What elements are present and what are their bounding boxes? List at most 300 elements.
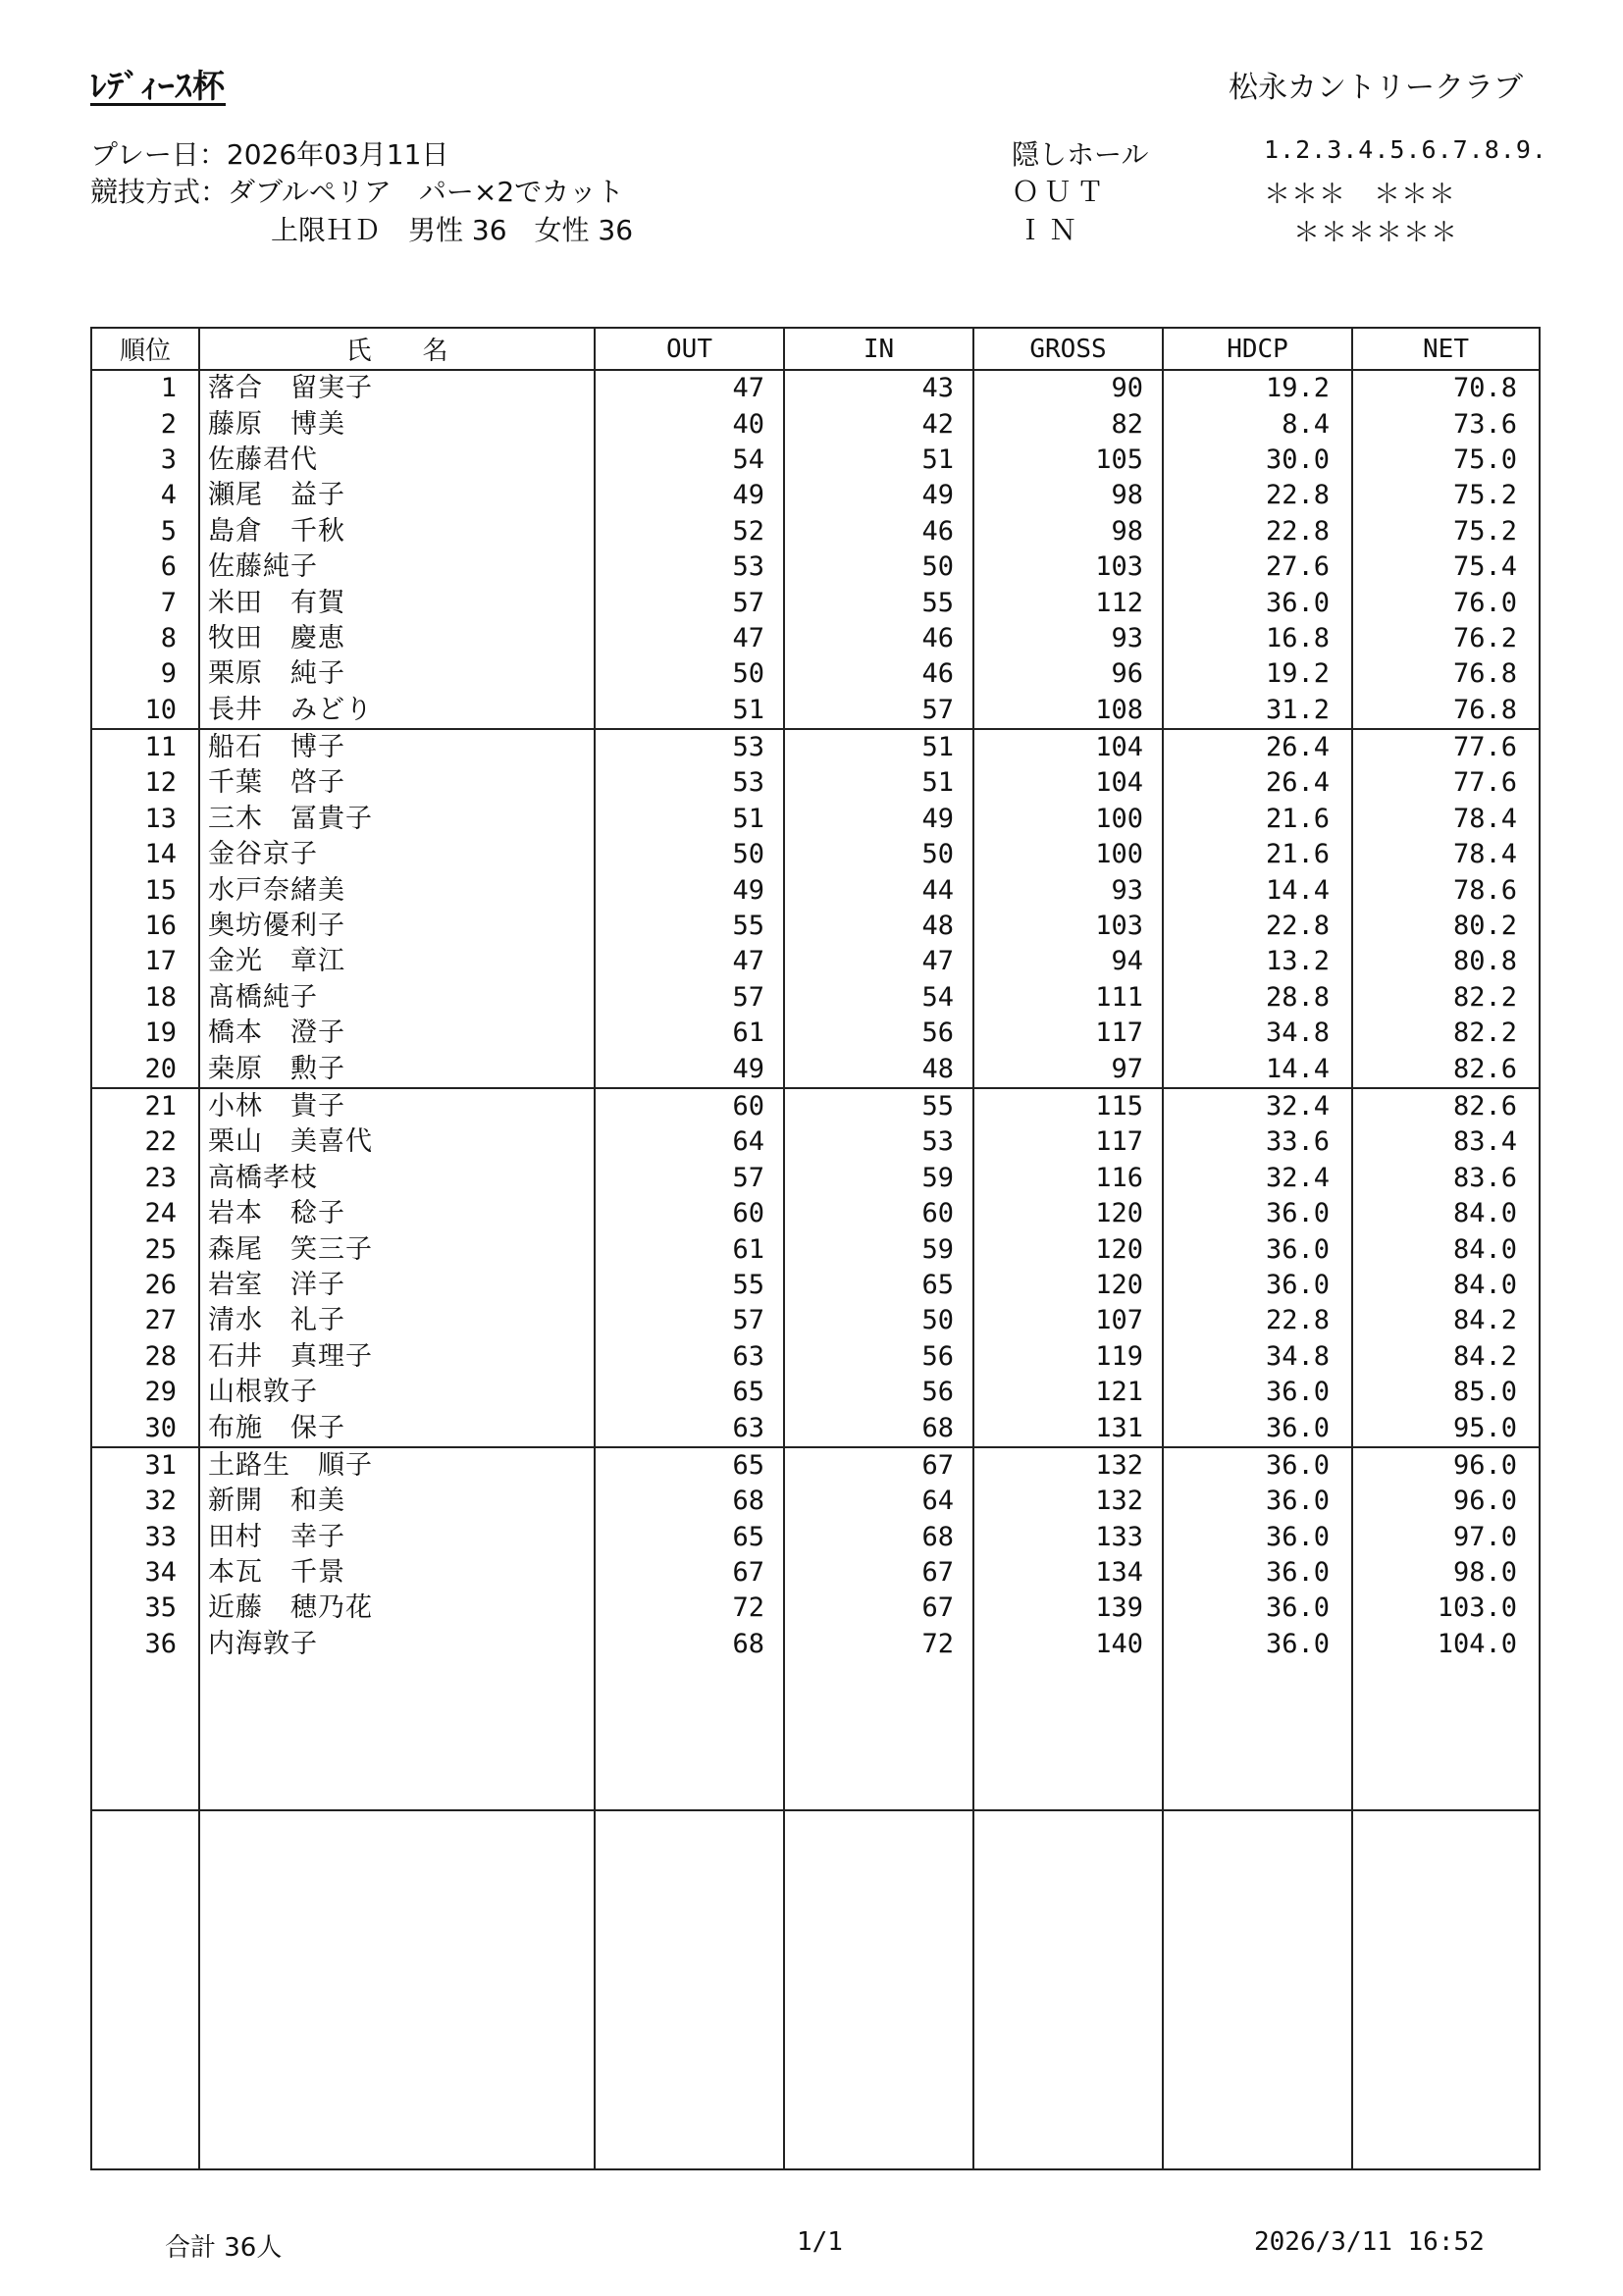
gross-score-cell: 97 — [973, 1051, 1163, 1087]
table-row — [91, 1591, 1540, 1626]
in-score-cell: 67 — [784, 1555, 973, 1591]
net-score-cell: 78.4 — [1352, 837, 1540, 872]
rank-cell: 21 — [91, 1088, 199, 1124]
net-score-cell: 78.6 — [1352, 872, 1540, 908]
player-name-cell: 落合 留実子 — [199, 370, 595, 406]
empty-cell — [1352, 1810, 1540, 2169]
hdcp-cell: 22.8 — [1163, 514, 1352, 549]
in-score-cell: 68 — [784, 1410, 973, 1446]
player-name-cell: 山根敦子 — [199, 1375, 595, 1410]
player-name-cell: 田村 幸子 — [199, 1520, 595, 1555]
out-score-cell: 60 — [595, 1088, 784, 1124]
net-score-cell: 83.4 — [1352, 1124, 1540, 1160]
net-score-cell: 95.0 — [1352, 1410, 1540, 1446]
player-name-cell: 金光 章江 — [199, 944, 595, 979]
player-name-cell: 米田 有賀 — [199, 585, 595, 620]
gross-score-cell: 103 — [973, 909, 1163, 944]
hdcp-cell: 27.6 — [1163, 549, 1352, 585]
gross-score-cell: 108 — [973, 693, 1163, 729]
table-row — [91, 621, 1540, 656]
player-name-cell: 佐藤純子 — [199, 549, 595, 585]
hdcp-cell: 36.0 — [1163, 1555, 1352, 1591]
net-score-cell: 77.6 — [1352, 729, 1540, 765]
net-score-cell: 73.6 — [1352, 406, 1540, 442]
gross-score-cell: 104 — [973, 729, 1163, 765]
gross-score-cell: 98 — [973, 478, 1163, 513]
net-score-cell: 76.8 — [1352, 656, 1540, 692]
rank-cell: 34 — [91, 1555, 199, 1591]
in-score-cell: 64 — [784, 1484, 973, 1519]
hdcp-cell: 32.4 — [1163, 1088, 1352, 1124]
out-score-cell: 47 — [595, 621, 784, 656]
player-name-cell: 岩本 稔子 — [199, 1196, 595, 1231]
gross-score-cell: 105 — [973, 443, 1163, 478]
table-row — [91, 406, 1540, 442]
table-row — [91, 1051, 1540, 1087]
out-score-cell: 67 — [595, 1555, 784, 1591]
hdcp-cell: 14.4 — [1163, 1051, 1352, 1087]
out-score-cell: 68 — [595, 1484, 784, 1519]
out-score-cell: 47 — [595, 944, 784, 979]
player-name-cell: 奥坊優利子 — [199, 909, 595, 944]
empty-cell — [91, 1662, 199, 1810]
table-row — [91, 837, 1540, 872]
rank-cell: 9 — [91, 656, 199, 692]
gross-score-cell: 94 — [973, 944, 1163, 979]
player-name-cell: 水戸奈緒美 — [199, 872, 595, 908]
hdcp-cell: 36.0 — [1163, 1231, 1352, 1267]
in-score-cell: 51 — [784, 443, 973, 478]
empty-cell — [784, 1662, 973, 1810]
gross-score-cell: 98 — [973, 514, 1163, 549]
out-score-cell: 47 — [595, 370, 784, 406]
rank-cell: 24 — [91, 1196, 199, 1231]
hdcp-cell: 21.6 — [1163, 837, 1352, 872]
net-score-cell: 103.0 — [1352, 1591, 1540, 1626]
player-name-cell: 瀬尾 益子 — [199, 478, 595, 513]
table-row — [91, 1088, 1540, 1124]
empty-cell — [199, 1810, 595, 2169]
net-score-cell: 85.0 — [1352, 1375, 1540, 1410]
table-row — [91, 1196, 1540, 1231]
out-score-cell: 72 — [595, 1591, 784, 1626]
out-score-cell: 53 — [595, 765, 784, 801]
player-name-cell: 近藤 穂乃花 — [199, 1591, 595, 1626]
out-score-cell: 40 — [595, 406, 784, 442]
table-row — [91, 729, 1540, 765]
empty-cell — [91, 1810, 199, 2169]
competition-format: 競技方式：ダブルペリア パー×2でカット — [90, 176, 624, 208]
gross-score-cell: 82 — [973, 406, 1163, 442]
in-score-cell: 48 — [784, 909, 973, 944]
net-score-cell: 75.0 — [1352, 443, 1540, 478]
table-row — [91, 1410, 1540, 1446]
player-name-cell: 本瓦 千景 — [199, 1555, 595, 1591]
table-row — [91, 1375, 1540, 1410]
player-name-cell: 藤原 博美 — [199, 406, 595, 442]
hdcp-cell: 36.0 — [1163, 1410, 1352, 1446]
gross-score-cell: 120 — [973, 1231, 1163, 1267]
gross-score-cell: 116 — [973, 1161, 1163, 1196]
out-score-cell: 50 — [595, 837, 784, 872]
rank-cell: 8 — [91, 621, 199, 656]
gross-score-cell: 131 — [973, 1410, 1163, 1446]
print-datetime: 2026/3/11 16:52 — [1254, 2227, 1485, 2257]
out-score-cell: 61 — [595, 1016, 784, 1051]
hdcp-cell: 36.0 — [1163, 585, 1352, 620]
hdcp-cell: 36.0 — [1163, 1268, 1352, 1303]
player-name-cell: 栗原 純子 — [199, 656, 595, 692]
net-score-cell: 84.2 — [1352, 1339, 1540, 1375]
page-number: 1/1 — [797, 2227, 843, 2257]
rank-cell: 14 — [91, 837, 199, 872]
player-name-cell: 清水 礼子 — [199, 1303, 595, 1338]
player-name-cell: 布施 保子 — [199, 1410, 595, 1446]
col-header-net: NET — [1352, 328, 1540, 370]
player-name-cell: 船石 博子 — [199, 729, 595, 765]
hdcp-cell: 22.8 — [1163, 478, 1352, 513]
gross-score-cell: 93 — [973, 872, 1163, 908]
out-score-cell: 53 — [595, 549, 784, 585]
in-score-cell: 51 — [784, 729, 973, 765]
empty-cell — [199, 1662, 595, 1810]
in-hidden-marks: ＊＊＊＊＊＊ — [1293, 218, 1458, 248]
hdcp-cell: 34.8 — [1163, 1339, 1352, 1375]
net-score-cell: 70.8 — [1352, 370, 1540, 406]
col-header-in: IN — [784, 328, 973, 370]
net-score-cell: 75.2 — [1352, 478, 1540, 513]
gross-score-cell: 103 — [973, 549, 1163, 585]
out-score-cell: 65 — [595, 1447, 784, 1484]
player-name-cell: 高橋孝枝 — [199, 1161, 595, 1196]
out-score-cell: 57 — [595, 1161, 784, 1196]
net-score-cell: 84.0 — [1352, 1196, 1540, 1231]
net-score-cell: 82.6 — [1352, 1051, 1540, 1087]
player-name-cell: 内海敦子 — [199, 1627, 595, 1662]
empty-cell — [973, 1662, 1163, 1810]
col-header-rank: 順位 — [91, 328, 199, 370]
in-score-cell: 53 — [784, 1124, 973, 1160]
in-score-cell: 51 — [784, 765, 973, 801]
in-score-cell: 46 — [784, 514, 973, 549]
gross-score-cell: 90 — [973, 370, 1163, 406]
rank-cell: 13 — [91, 802, 199, 837]
rank-cell: 36 — [91, 1627, 199, 1662]
table-row — [91, 1268, 1540, 1303]
out-score-cell: 50 — [595, 656, 784, 692]
player-name-cell: 石井 真理子 — [199, 1339, 595, 1375]
out-score-cell: 64 — [595, 1124, 784, 1160]
table-row — [91, 1303, 1540, 1338]
rank-cell: 18 — [91, 980, 199, 1016]
gross-score-cell: 117 — [973, 1016, 1163, 1051]
hdcp-cell: 22.8 — [1163, 1303, 1352, 1338]
rank-cell: 23 — [91, 1161, 199, 1196]
rank-cell: 15 — [91, 872, 199, 908]
out-score-cell: 52 — [595, 514, 784, 549]
table-row — [91, 549, 1540, 585]
player-name-cell: 森尾 笑三子 — [199, 1231, 595, 1267]
rank-cell: 22 — [91, 1124, 199, 1160]
gross-score-cell: 121 — [973, 1375, 1163, 1410]
hdcp-cell: 36.0 — [1163, 1484, 1352, 1519]
in-score-cell: 72 — [784, 1627, 973, 1662]
net-score-cell: 97.0 — [1352, 1520, 1540, 1555]
rank-cell: 33 — [91, 1520, 199, 1555]
table-row — [91, 1627, 1540, 1662]
net-score-cell: 80.2 — [1352, 909, 1540, 944]
rank-cell: 30 — [91, 1410, 199, 1446]
out-score-cell: 51 — [595, 693, 784, 729]
table-row — [91, 514, 1540, 549]
out-score-cell: 51 — [595, 802, 784, 837]
net-score-cell: 76.0 — [1352, 585, 1540, 620]
player-name-cell: 髙橋純子 — [199, 980, 595, 1016]
in-score-cell: 47 — [784, 944, 973, 979]
gross-score-cell: 134 — [973, 1555, 1163, 1591]
rank-cell: 10 — [91, 693, 199, 729]
in-score-cell: 59 — [784, 1231, 973, 1267]
table-row — [91, 1124, 1540, 1160]
in-score-cell: 42 — [784, 406, 973, 442]
rank-cell: 35 — [91, 1591, 199, 1626]
table-row — [91, 1484, 1540, 1519]
player-name-cell: 佐藤君代 — [199, 443, 595, 478]
gross-score-cell: 117 — [973, 1124, 1163, 1160]
gross-score-cell: 140 — [973, 1627, 1163, 1662]
col-header-hdcp: HDCP — [1163, 328, 1352, 370]
in-score-cell: 56 — [784, 1375, 973, 1410]
player-name-cell: 千葉 啓子 — [199, 765, 595, 801]
in-score-cell: 55 — [784, 1088, 973, 1124]
net-score-cell: 76.8 — [1352, 693, 1540, 729]
player-name-cell: 岩室 洋子 — [199, 1268, 595, 1303]
player-name-cell: 栗山 美喜代 — [199, 1124, 595, 1160]
in-score-cell: 60 — [784, 1196, 973, 1231]
in-score-cell: 48 — [784, 1051, 973, 1087]
hdcp-cell: 13.2 — [1163, 944, 1352, 979]
in-label: ＩＮ — [1017, 214, 1082, 246]
hdcp-cell: 8.4 — [1163, 406, 1352, 442]
empty-cell — [1163, 1810, 1352, 2169]
gross-score-cell: 104 — [973, 765, 1163, 801]
rank-cell: 29 — [91, 1375, 199, 1410]
in-score-cell: 68 — [784, 1520, 973, 1555]
hdcp-cell: 32.4 — [1163, 1161, 1352, 1196]
gross-score-cell: 133 — [973, 1520, 1163, 1555]
gross-score-cell: 115 — [973, 1088, 1163, 1124]
table-row — [91, 443, 1540, 478]
out-score-cell: 57 — [595, 980, 784, 1016]
hdcp-cell: 21.6 — [1163, 802, 1352, 837]
in-score-cell: 54 — [784, 980, 973, 1016]
rank-cell: 6 — [91, 549, 199, 585]
rank-cell: 20 — [91, 1051, 199, 1087]
rank-cell: 12 — [91, 765, 199, 801]
in-score-cell: 50 — [784, 1303, 973, 1338]
out-score-cell: 68 — [595, 1627, 784, 1662]
in-score-cell: 56 — [784, 1016, 973, 1051]
out-score-cell: 61 — [595, 1231, 784, 1267]
col-header-gross: GROSS — [973, 328, 1163, 370]
in-score-cell: 46 — [784, 656, 973, 692]
gross-score-cell: 132 — [973, 1447, 1163, 1484]
table-row — [91, 478, 1540, 513]
results-table — [90, 327, 1541, 2170]
empty-cell — [1163, 1662, 1352, 1810]
table-row — [91, 693, 1540, 729]
player-name-cell: 牧田 慶恵 — [199, 621, 595, 656]
rank-cell: 3 — [91, 443, 199, 478]
table-row — [91, 1339, 1540, 1375]
rank-cell: 4 — [91, 478, 199, 513]
rank-cell: 19 — [91, 1016, 199, 1051]
club-name: 松永カントリークラブ — [1229, 71, 1523, 105]
total-count: 合計 36人 — [165, 2233, 283, 2263]
table-row — [91, 1016, 1540, 1051]
rank-cell: 7 — [91, 585, 199, 620]
out-hidden-marks: ＊＊＊ ＊＊＊ — [1264, 180, 1456, 210]
out-score-cell: 55 — [595, 909, 784, 944]
table-row — [91, 765, 1540, 801]
out-score-cell: 63 — [595, 1410, 784, 1446]
gross-score-cell: 112 — [973, 585, 1163, 620]
hdcp-cell: 31.2 — [1163, 693, 1352, 729]
out-label: ＯＵＴ — [1012, 176, 1110, 208]
net-score-cell: 82.2 — [1352, 980, 1540, 1016]
out-score-cell: 65 — [595, 1520, 784, 1555]
in-score-cell: 44 — [784, 872, 973, 908]
table-row — [91, 944, 1540, 979]
net-score-cell: 76.2 — [1352, 621, 1540, 656]
col-header-out: OUT — [595, 328, 784, 370]
out-score-cell: 49 — [595, 478, 784, 513]
rank-cell: 26 — [91, 1268, 199, 1303]
net-score-cell: 75.4 — [1352, 549, 1540, 585]
empty-cell — [784, 1810, 973, 2169]
page-title: ﾚﾃﾞｨｰｽ杯 — [90, 67, 226, 105]
out-score-cell: 53 — [595, 729, 784, 765]
in-score-cell: 57 — [784, 693, 973, 729]
out-score-cell: 55 — [595, 1268, 784, 1303]
in-score-cell: 59 — [784, 1161, 973, 1196]
player-name-cell: 金谷京子 — [199, 837, 595, 872]
table-row — [91, 1161, 1540, 1196]
gross-score-cell: 96 — [973, 656, 1163, 692]
handicap-limit: 上限ＨＤ 男性 36 女性 36 — [271, 214, 634, 246]
out-score-cell: 63 — [595, 1339, 784, 1375]
in-score-cell: 67 — [784, 1591, 973, 1626]
hdcp-cell: 36.0 — [1163, 1520, 1352, 1555]
rank-cell: 28 — [91, 1339, 199, 1375]
rank-cell: 25 — [91, 1231, 199, 1267]
rank-cell: 16 — [91, 909, 199, 944]
net-score-cell: 84.0 — [1352, 1268, 1540, 1303]
out-score-cell: 49 — [595, 1051, 784, 1087]
player-name-cell: 新開 和美 — [199, 1484, 595, 1519]
hdcp-cell: 22.8 — [1163, 909, 1352, 944]
net-score-cell: 75.2 — [1352, 514, 1540, 549]
gross-score-cell: 100 — [973, 837, 1163, 872]
player-name-cell: 橋本 澄子 — [199, 1016, 595, 1051]
in-score-cell: 55 — [784, 585, 973, 620]
table-row — [91, 1447, 1540, 1484]
table-row — [91, 1231, 1540, 1267]
player-name-cell: 土路生 順子 — [199, 1447, 595, 1484]
gross-score-cell: 120 — [973, 1196, 1163, 1231]
table-header-row — [91, 328, 1540, 370]
player-name-cell: 長井 みどり — [199, 693, 595, 729]
player-name-cell: 島倉 千秋 — [199, 514, 595, 549]
player-name-cell: 三木 冨貴子 — [199, 802, 595, 837]
gross-score-cell: 120 — [973, 1268, 1163, 1303]
hidden-hole-label: 隠しホール — [1012, 138, 1149, 171]
net-score-cell: 84.2 — [1352, 1303, 1540, 1338]
hdcp-cell: 36.0 — [1163, 1627, 1352, 1662]
col-header-name: 氏 名 — [199, 328, 595, 370]
empty-cell — [1352, 1662, 1540, 1810]
out-score-cell: 60 — [595, 1196, 784, 1231]
table-row — [91, 656, 1540, 692]
empty-cell — [973, 1810, 1163, 2169]
in-score-cell: 67 — [784, 1447, 973, 1484]
net-score-cell: 78.4 — [1352, 802, 1540, 837]
hole-numbers: 1.2.3.4.5.6.7.8.9. — [1264, 135, 1547, 164]
table-row — [91, 909, 1540, 944]
net-score-cell: 96.0 — [1352, 1447, 1540, 1484]
gross-score-cell: 111 — [973, 980, 1163, 1016]
hdcp-cell: 33.6 — [1163, 1124, 1352, 1160]
hdcp-cell: 16.8 — [1163, 621, 1352, 656]
hdcp-cell: 14.4 — [1163, 872, 1352, 908]
empty-row-block — [91, 1662, 1540, 1810]
rank-cell: 11 — [91, 729, 199, 765]
table-row — [91, 980, 1540, 1016]
in-score-cell: 50 — [784, 549, 973, 585]
in-score-cell: 43 — [784, 370, 973, 406]
empty-cell — [595, 1810, 784, 2169]
table-row — [91, 802, 1540, 837]
net-score-cell: 84.0 — [1352, 1231, 1540, 1267]
net-score-cell: 83.6 — [1352, 1161, 1540, 1196]
play-date: プレー日：2026年03月11日 — [90, 138, 449, 171]
table-row — [91, 1520, 1540, 1555]
hdcp-cell: 19.2 — [1163, 370, 1352, 406]
in-score-cell: 46 — [784, 621, 973, 656]
net-score-cell: 80.8 — [1352, 944, 1540, 979]
gross-score-cell: 107 — [973, 1303, 1163, 1338]
rank-cell: 31 — [91, 1447, 199, 1484]
in-score-cell: 56 — [784, 1339, 973, 1375]
hdcp-cell: 34.8 — [1163, 1016, 1352, 1051]
table-row — [91, 370, 1540, 406]
gross-score-cell: 132 — [973, 1484, 1163, 1519]
player-name-cell: 桒原 勲子 — [199, 1051, 595, 1087]
rank-cell: 17 — [91, 944, 199, 979]
in-score-cell: 65 — [784, 1268, 973, 1303]
rank-cell: 2 — [91, 406, 199, 442]
out-score-cell: 65 — [595, 1375, 784, 1410]
table-row — [91, 1555, 1540, 1591]
table-row — [91, 585, 1540, 620]
gross-score-cell: 139 — [973, 1591, 1163, 1626]
rank-cell: 27 — [91, 1303, 199, 1338]
rank-cell: 32 — [91, 1484, 199, 1519]
in-score-cell: 49 — [784, 802, 973, 837]
hdcp-cell: 28.8 — [1163, 980, 1352, 1016]
net-score-cell: 82.2 — [1352, 1016, 1540, 1051]
net-score-cell: 96.0 — [1352, 1484, 1540, 1519]
